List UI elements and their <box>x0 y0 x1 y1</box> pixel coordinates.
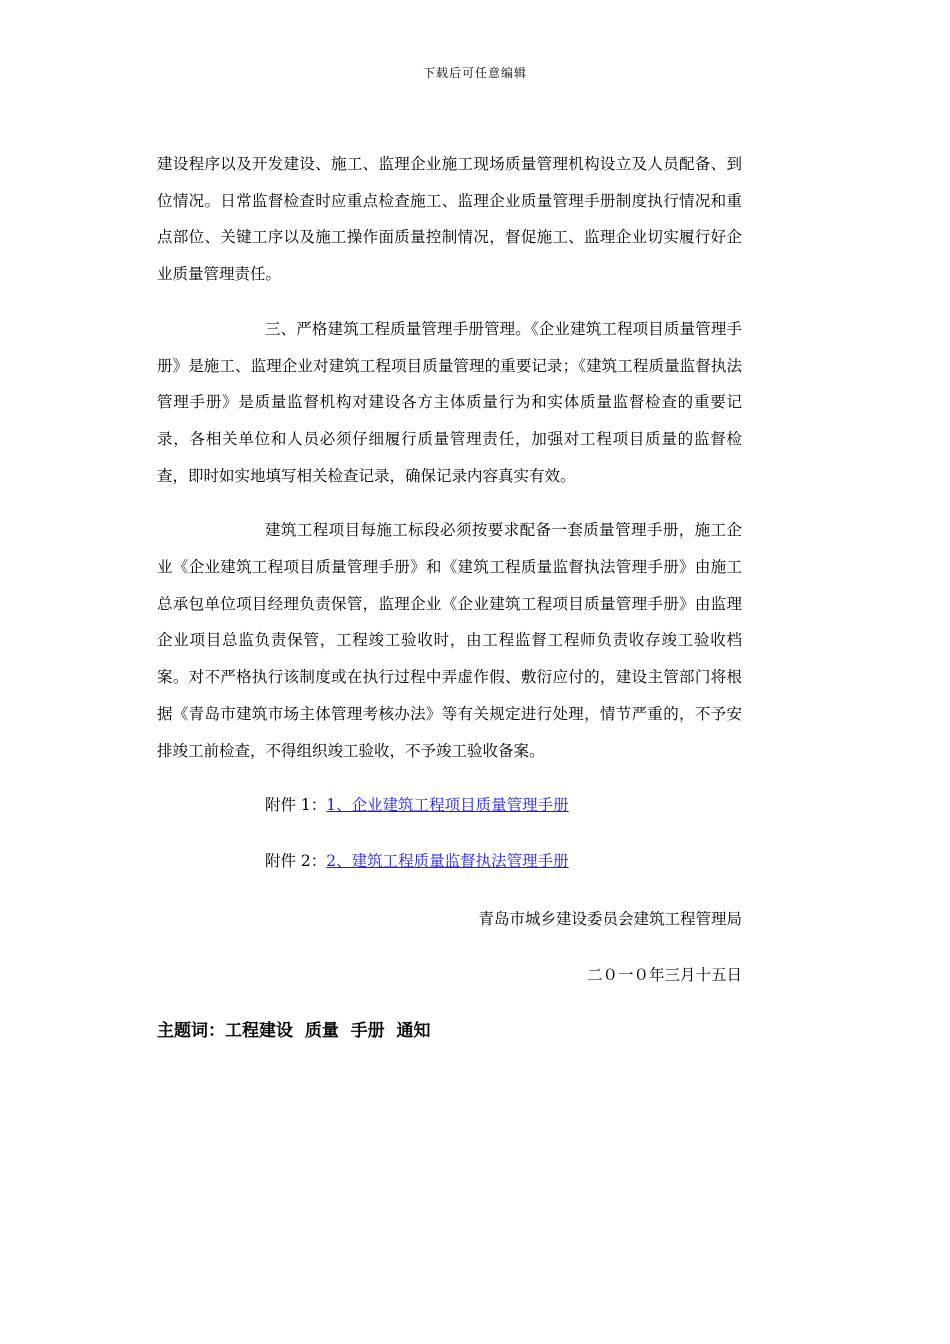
attachment-2-link[interactable]: 2、建筑工程质量监督执法管理手册 <box>326 852 569 871</box>
subject-keywords: 主题词：工程建设 质量 手册 通知 <box>157 1021 431 1042</box>
paragraph-continuation: 建设程序以及开发建设、施工、监理企业施工现场质量管理机构设立及人员配备、到位情况。日常监督检查时应重点检查施工、监理企业质量管理手册制度执行情况和重点部位、关键工序以及施工操作面质量控制情况，督促施工、监理企业切实履行好企业质量管理责任。 <box>157 155 742 284</box>
attachment-1 <box>157 787 742 823</box>
paragraph-section-three: 三、严格建筑工程质量管理手册管理。《企业建筑工程项目质量管理手册》是施工、监理企业对建筑工程项目质量管理的重要记录；《建筑工程质量监督执法管理手册》是质量监督机构对建设各方主体质量行为和实体质量监督检查的重要记录，各相关单位和人员必须仔细履行质量管理责任，加强对工程项目质量的监督检查，即时如实地填写相关检查记录，确保记录内容真实有效。 <box>157 319 742 485</box>
issue-date: 二０一０年三月十五日 <box>586 966 742 985</box>
attachment-1-label: 附件 1： <box>265 796 327 815</box>
paragraph-manual-requirements: 建筑工程项目每施工标段必须按要求配备一套质量管理手册，施工企业《企业建筑工程项目质量管理手册》和《建筑工程质量监督执法管理手册》由施工总承包单位项目经理负责保管，监理企业《企业建筑工程项目质量管理手册》由监理企业项目总监负责保管，工程竣工验收时，由工程监督工程师负责收存竣工验收档案。对不严格执行该制度或在执行过程中弄虚作假、敷衍应付的，建设主管部门将根据《青岛市建筑市场主体管理考核办法》等有关规定进行处理，情节严重的，不予安排竣工前检查，不得组织竣工验收，不予竣工验收备案。 <box>157 521 742 760</box>
issuer-name: 青岛市城乡建设委员会建筑工程管理局 <box>478 910 742 929</box>
attachment-1-link[interactable]: 1、企业建筑工程项目质量管理手册 <box>326 796 569 815</box>
attachment-2 <box>157 843 742 879</box>
document-body <box>157 146 742 1049</box>
attachment-2-label: 附件 2： <box>265 852 327 871</box>
header-note: 下载后可任意编辑 <box>422 66 527 80</box>
